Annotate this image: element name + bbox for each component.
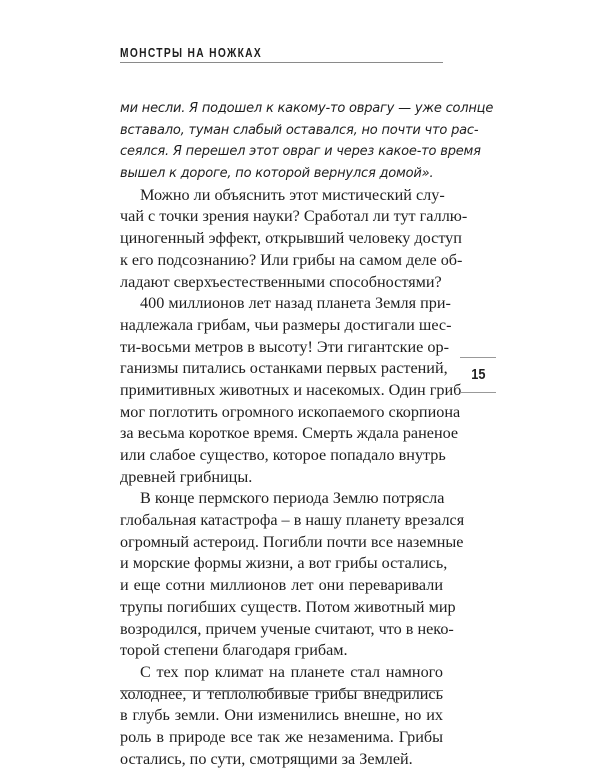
running-title: МОНСТРЫ НА НОЖКАХ — [120, 46, 263, 60]
text-line: и морские формы жизни, а вот грибы остались, — [120, 554, 448, 573]
page-number-box — [460, 357, 496, 393]
text-line: ганизмы питались останками первых растений, — [120, 359, 448, 378]
text-line: сеялся. Я перешел этот овраг и через какое-то время — [120, 144, 481, 160]
text-line: или слабое существо, которое попадало внутрь — [120, 446, 446, 464]
text-line: примитивных животных и насекомых. Один гриб — [120, 380, 462, 399]
paragraph — [120, 293, 462, 488]
text-line: возродился, причем ученые считают, что в неко- — [120, 619, 454, 638]
text-line: Можно ли объяснить этот мистический слу- — [140, 185, 445, 204]
text-line: огромный астероид. Погибли почти все наземные — [120, 532, 464, 551]
text-line: вставало, туман слабый оставался, но почти что рас- — [120, 122, 479, 138]
paragraph — [120, 488, 465, 662]
paragraph — [120, 185, 468, 293]
text-line: вышел к дороге, по которой вернулся домой». — [120, 166, 434, 182]
text-line: С тех пор климат на планете стал намного — [140, 662, 443, 681]
text-line: чай с точки зрения науки? Сработал ли тут галлю- — [120, 207, 468, 226]
text-line: роль в природе все так же незаменима. Грибы — [120, 727, 443, 746]
text-line: циногенный эффект, открывший человеку доступ — [120, 229, 462, 248]
text-line: В конце пермского периода Землю потрясла — [140, 489, 445, 508]
footer-rule — [120, 690, 443, 691]
text-line: древней грибницы. — [120, 467, 253, 486]
text-line: 400 миллионов лет назад планета Земля при- — [140, 294, 451, 313]
text-line: и еще сотни миллионов лет они переваривали — [120, 576, 443, 595]
running-header — [120, 44, 443, 63]
text-line: ми несли. Я подошел к какому-то оврагу — уже солнце — [120, 101, 494, 116]
text-line: холоднее, и теплолюбивые грибы внедрились — [120, 684, 443, 703]
text-line: в глубь земли. Они изменились внешне, но их — [120, 706, 443, 725]
text-line: трупы погибших существ. Потом животный мир — [120, 597, 456, 616]
paragraph — [120, 662, 443, 770]
text-line: глобальная катастрофа – в нашу планету врезался — [120, 511, 465, 530]
quote-paragraph — [120, 98, 494, 185]
text-line: остались, по сути, смотрящими за Землей. — [120, 749, 413, 768]
text-line: надлежала грибам, чьи размеры достигали шес- — [120, 315, 452, 334]
text-line: ладают сверхъестественными способностями? — [120, 272, 442, 291]
text-line: торой степени благодаря грибам. — [120, 641, 348, 660]
text-line: за весьма короткое время. Смерть ждала раненое — [120, 424, 459, 443]
text-line: к его подсознанию? Или грибы на самом деле об- — [120, 250, 463, 269]
page-number: 15 — [470, 366, 486, 383]
text-line: мог поглотить огромного ископаемого скорпиона — [120, 402, 461, 421]
text-line: ти-восьми метров в высоту! Эти гигантские ор- — [120, 337, 449, 356]
